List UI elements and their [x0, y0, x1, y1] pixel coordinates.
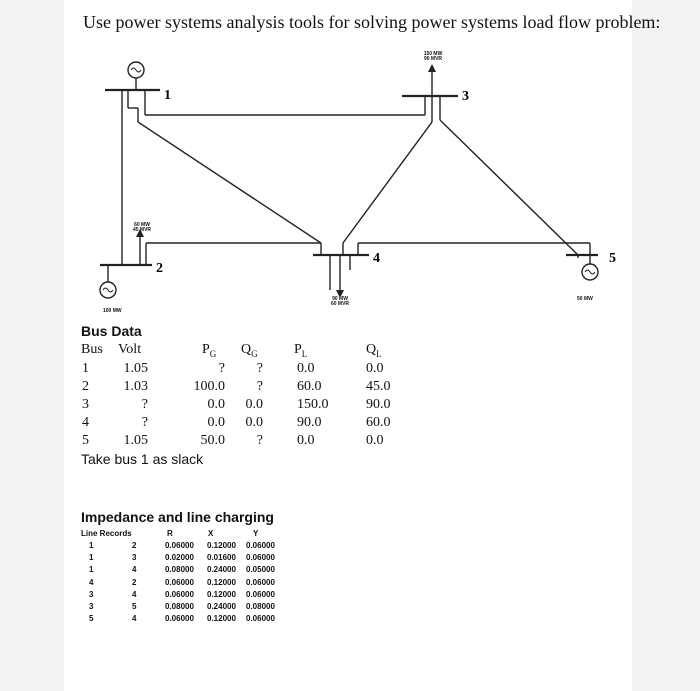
problem-statement: Use power systems analysis tools for solving power systems load flow problem: [83, 12, 661, 32]
pg-header-sub: G [209, 348, 217, 359]
line-3-5-to-cell: 5 [132, 602, 137, 611]
line-1-2-r-cell: 0.06000 [165, 541, 194, 550]
bus-2-load-mw: 60 MW [134, 222, 150, 228]
line-3-4-x-cell: 0.12000 [207, 589, 236, 599]
pg-header [202, 342, 216, 359]
line-1-4 [138, 122, 321, 243]
qg-header-sub: G [251, 348, 258, 359]
ql-header-main: Q [366, 342, 377, 357]
bus-1-bus-cell: 1 [82, 361, 89, 376]
bus-2-ql-cell: 45.0 [366, 379, 391, 394]
impedance-title: Impedance and line charging [81, 509, 274, 525]
line-1-3-y-cell: 0.06000 [246, 553, 275, 563]
bus-2-load-label [127, 223, 157, 233]
y-header: Y [253, 529, 259, 538]
line-1-4-to-cell: 4 [132, 565, 137, 575]
bus-2-qg-cell: ? [256, 379, 263, 394]
line-4-2-y-cell: 0.06000 [246, 577, 275, 587]
bus-5-bus-cell: 5 [82, 433, 89, 448]
bus-4-load-mvr: 60 MVR [330, 301, 350, 307]
bus-3-ql-cell: 90.0 [366, 397, 391, 412]
volt-header: Volt [118, 342, 142, 357]
line-1-4-y-cell: 0.05000 [246, 565, 275, 575]
line-5-4-from-cell: 5 [89, 614, 94, 624]
bus-5-ql-cell: 0.0 [366, 433, 384, 448]
ql-header-sub: L [376, 348, 382, 359]
pl-header [294, 342, 307, 359]
line-4-2-x-cell: 0.12000 [207, 577, 236, 587]
line-5-4-to-cell: 4 [132, 614, 137, 624]
bus-header: Bus [81, 342, 103, 357]
line-1-3-to-cell: 3 [132, 553, 137, 563]
r-header: R [167, 529, 173, 538]
bus-2-pl-cell: 60.0 [297, 379, 322, 394]
line-4-2-r-cell: 0.06000 [165, 577, 194, 587]
line-records-header: Line Records [81, 529, 132, 538]
bus-5-gen-label: 50 MW [577, 296, 593, 302]
line-3-4-y-cell: 0.06000 [246, 589, 275, 599]
bus-4-pl-cell: 90.0 [297, 415, 322, 430]
bus-2-bus-cell: 2 [82, 379, 89, 394]
line-3-5-y-cell: 0.08000 [246, 602, 275, 611]
line-1-2-to-cell: 2 [132, 541, 137, 550]
bus-5-label: 5 [609, 251, 616, 266]
pg-header-main: P [202, 342, 210, 357]
bus-3-label: 3 [462, 89, 469, 104]
line-1-2-x-cell: 0.12000 [207, 541, 236, 550]
line-3-4-r-cell: 0.06000 [165, 589, 194, 599]
bus-1-ql-cell: 0.0 [366, 361, 384, 376]
line-3-4-to-cell: 4 [132, 589, 137, 599]
line-1-3-from-cell: 1 [89, 553, 94, 563]
bus-3-volt-cell: ? [141, 397, 148, 412]
bus-3-load-label [418, 52, 448, 62]
bus-1-pg-cell: ? [218, 361, 225, 376]
ql-header [366, 342, 382, 359]
line-1-3-x-cell: 0.01600 [207, 553, 236, 563]
bus-4-qg-cell: 0.0 [245, 415, 263, 430]
qg-header [241, 342, 258, 359]
bus-2-pg-cell: 100.0 [193, 379, 225, 394]
line-3-5-x-cell: 0.24000 [207, 602, 236, 611]
line-4-2-from-cell: 4 [89, 577, 94, 587]
slack-note: Take bus 1 as slack [81, 451, 204, 467]
bus-3-load-arrow [428, 64, 436, 72]
bus-5-volt-cell: 1.05 [123, 433, 148, 448]
bus-4-ql-cell: 60.0 [366, 415, 391, 430]
bus-3-load-mw: 150 MW [423, 51, 443, 57]
pl-header-sub: L [301, 348, 308, 359]
bus-3-qg-cell: 0.0 [245, 397, 263, 412]
bus-2-volt-cell: 1.03 [123, 379, 148, 394]
line-1-2-from-cell: 1 [89, 541, 94, 550]
qg-header-main: Q [241, 342, 252, 357]
line-5-4-y-cell: 0.06000 [246, 614, 275, 624]
bus-4-load-mw: 90 MW [332, 296, 348, 302]
line-3-5-from-cell: 3 [89, 602, 94, 611]
line-1-4-x-cell: 0.24000 [207, 565, 236, 575]
line-1-2-y-cell: 0.06000 [246, 541, 275, 550]
bus-4-bus-cell: 4 [82, 415, 89, 430]
bus-4-volt-cell: ? [141, 415, 148, 430]
line-3-5 [440, 120, 578, 255]
bus-1-label: 1 [164, 88, 171, 103]
bus-5-pl-cell: 0.0 [297, 433, 315, 448]
bus-1-pl-cell: 0.0 [297, 361, 315, 376]
bus-2-load-mvr: 45 MVR [132, 227, 152, 233]
bus-2-gen-label: 100 MW [103, 308, 122, 314]
line-5-4-r-cell: 0.06000 [165, 614, 194, 624]
line-3-5-r-cell: 0.08000 [165, 602, 194, 611]
bus-data-title: Bus Data [81, 323, 142, 339]
pl-header-main: P [294, 342, 302, 357]
x-header: X [208, 529, 214, 538]
line-3-4-from-cell: 3 [89, 589, 94, 599]
bus-5-qg-cell: ? [256, 433, 263, 448]
line-1-4-r-cell: 0.08000 [165, 565, 194, 575]
bus-3-pg-cell: 0.0 [207, 397, 225, 412]
bus-2-label: 2 [156, 261, 163, 276]
bus-4-label: 4 [373, 251, 380, 266]
bus-3-bus-cell: 3 [82, 397, 89, 412]
bus-4-load-label [325, 297, 355, 307]
bus-3-load-mvr: 90 MVR [423, 56, 443, 62]
bus-5-pg-cell: 50.0 [200, 433, 225, 448]
line-5-4-x-cell: 0.12000 [207, 614, 236, 624]
line-1-3-r-cell: 0.02000 [165, 553, 194, 563]
bus-1-qg-cell: ? [256, 361, 263, 376]
bus-4-pg-cell: 0.0 [207, 415, 225, 430]
bus-3-pl-cell: 150.0 [297, 397, 329, 412]
line-3-4 [343, 122, 432, 243]
line-1-4-from-cell: 1 [89, 565, 94, 575]
bus-1-volt-cell: 1.05 [123, 361, 148, 376]
line-4-2-to-cell: 2 [132, 577, 137, 587]
